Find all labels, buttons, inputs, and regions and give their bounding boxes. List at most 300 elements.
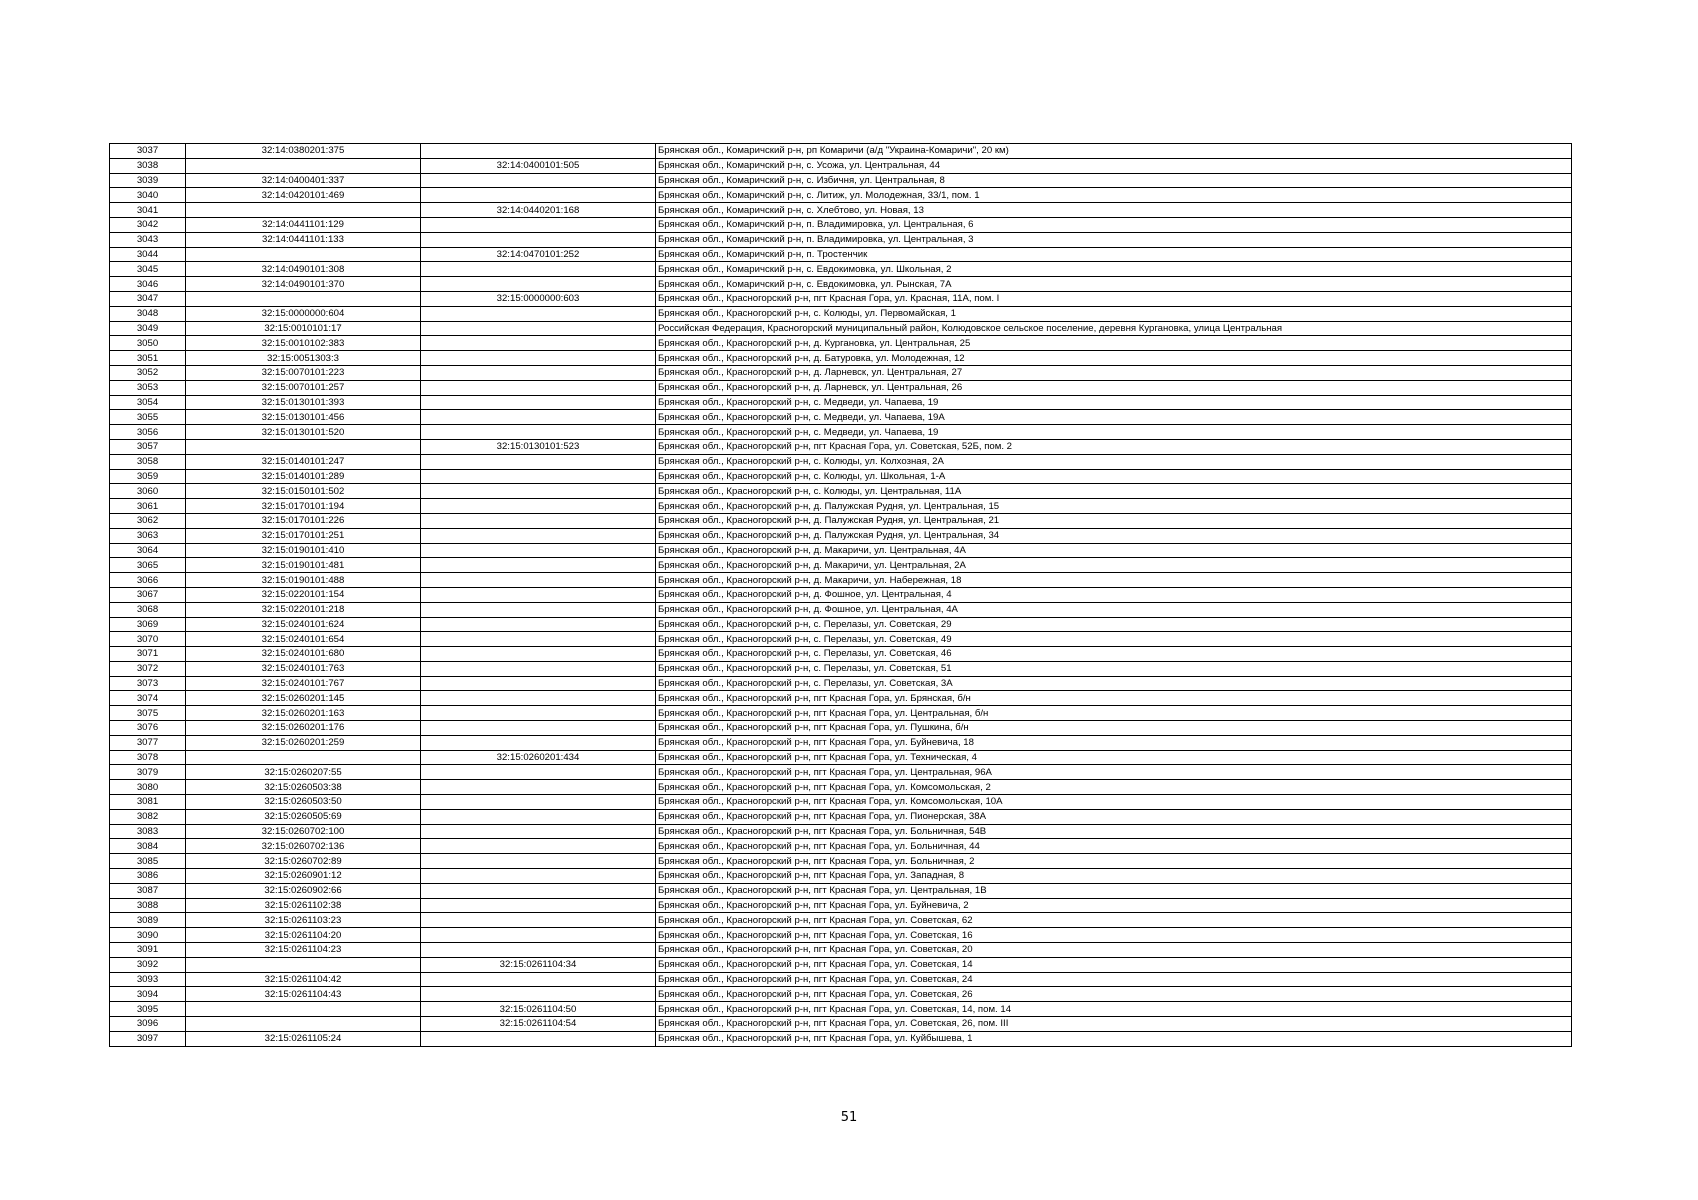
address-cell: Брянская обл., Красногорский р-н, пгт Красная Гора, ул. Советская, 14, пом. 14 [656,1002,1572,1017]
row-number-cell: 3074 [110,691,186,706]
address-cell: Брянская обл., Красногорский р-н, пгт Красная Гора, ул. Буйневича, 2 [656,898,1572,913]
table-row [110,321,1572,336]
building-cadastral-number-cell [421,809,656,824]
row-number-cell: 3080 [110,780,186,795]
address-cell: Брянская обл., Красногорский р-н, пгт Красная Гора, ул. Пионерская, 38А [656,809,1572,824]
table-row [110,528,1572,543]
address-cell: Брянская обл., Красногорский р-н, д. Палужская Рудня, ул. Центральная, 34 [656,528,1572,543]
table-row [110,661,1572,676]
land-cadastral-number-cell: 32:15:0260503:50 [186,795,421,810]
property-registry-table [109,143,1572,1047]
building-cadastral-number-cell [421,232,656,247]
land-cadastral-number-cell: 32:15:0130101:520 [186,425,421,440]
table-row [110,217,1572,232]
table-row [110,173,1572,188]
land-cadastral-number-cell: 32:15:0130101:393 [186,395,421,410]
building-cadastral-number-cell [421,780,656,795]
table-row [110,795,1572,810]
land-cadastral-number-cell: 32:15:0260207:55 [186,765,421,780]
address-cell: Брянская обл., Красногорский р-н, пгт Красная Гора, ул. Комсомольская, 10А [656,795,1572,810]
land-cadastral-number-cell: 32:14:0400401:337 [186,173,421,188]
land-cadastral-number-cell: 32:15:0240101:763 [186,661,421,676]
land-cadastral-number-cell [186,203,421,218]
table-row [110,602,1572,617]
row-number-cell: 3043 [110,232,186,247]
row-number-cell: 3073 [110,676,186,691]
address-cell: Брянская обл., Красногорский р-н, пгт Красная Гора, ул. Советская, 14 [656,957,1572,972]
land-cadastral-number-cell: 32:15:0190101:410 [186,543,421,558]
building-cadastral-number-cell [421,380,656,395]
land-cadastral-number-cell: 32:15:0261105:24 [186,1031,421,1046]
table-row [110,247,1572,262]
building-cadastral-number-cell [421,173,656,188]
land-cadastral-number-cell: 32:15:0261104:42 [186,972,421,987]
building-cadastral-number-cell [421,262,656,277]
address-cell: Брянская обл., Красногорский р-н, пгт Красная Гора, ул. Комсомольская, 2 [656,780,1572,795]
row-number-cell: 3047 [110,291,186,306]
row-number-cell: 3046 [110,277,186,292]
address-cell: Брянская обл., Комаричский р-н, с. Евдокимовка, ул. Школьная, 2 [656,262,1572,277]
building-cadastral-number-cell [421,499,656,514]
land-cadastral-number-cell: 32:15:0260201:259 [186,735,421,750]
address-cell: Брянская обл., Красногорский р-н, пгт Красная Гора, ул. Брянская, б/н [656,691,1572,706]
land-cadastral-number-cell: 32:15:0140101:247 [186,454,421,469]
row-number-cell: 3083 [110,824,186,839]
row-number-cell: 3092 [110,957,186,972]
building-cadastral-number-cell [421,706,656,721]
building-cadastral-number-cell [421,484,656,499]
table-row [110,1031,1572,1046]
building-cadastral-number-cell [421,217,656,232]
building-cadastral-number-cell [421,277,656,292]
row-number-cell: 3061 [110,499,186,514]
table-row [110,454,1572,469]
address-cell: Брянская обл., Красногорский р-н, пгт Красная Гора, ул. Западная, 8 [656,869,1572,884]
row-number-cell: 3071 [110,647,186,662]
building-cadastral-number-cell [421,144,656,159]
address-cell: Брянская обл., Красногорский р-н, с. Колюды, ул. Школьная, 1-А [656,469,1572,484]
table-row [110,469,1572,484]
row-number-cell: 3095 [110,1002,186,1017]
row-number-cell: 3050 [110,336,186,351]
land-cadastral-number-cell: 32:15:0240101:680 [186,647,421,662]
row-number-cell: 3039 [110,173,186,188]
table-row [110,765,1572,780]
building-cadastral-number-cell [421,928,656,943]
row-number-cell: 3065 [110,558,186,573]
address-cell: Брянская обл., Комаричский р-н, с. Избичня, ул. Центральная, 8 [656,173,1572,188]
land-cadastral-number-cell: 32:15:0170101:194 [186,499,421,514]
building-cadastral-number-cell [421,943,656,958]
row-number-cell: 3069 [110,617,186,632]
building-cadastral-number-cell: 32:14:0400101:505 [421,158,656,173]
land-cadastral-number-cell [186,750,421,765]
row-number-cell: 3062 [110,513,186,528]
table-row [110,647,1572,662]
table-row [110,425,1572,440]
table-row [110,513,1572,528]
registry-table-body [110,144,1572,1047]
land-cadastral-number-cell: 32:15:0260201:163 [186,706,421,721]
table-row [110,380,1572,395]
table-row [110,262,1572,277]
land-cadastral-number-cell: 32:15:0261104:23 [186,943,421,958]
address-cell: Брянская обл., Красногорский р-н, с. Перелазы, ул. Советская, 29 [656,617,1572,632]
building-cadastral-number-cell [421,365,656,380]
building-cadastral-number-cell [421,765,656,780]
row-number-cell: 3091 [110,943,186,958]
address-cell: Брянская обл., Красногорский р-н, д. Фошное, ул. Центральная, 4 [656,587,1572,602]
table-row [110,617,1572,632]
building-cadastral-number-cell [421,351,656,366]
table-row [110,158,1572,173]
building-cadastral-number-cell [421,543,656,558]
row-number-cell: 3072 [110,661,186,676]
building-cadastral-number-cell: 32:15:0260201:434 [421,750,656,765]
row-number-cell: 3082 [110,809,186,824]
land-cadastral-number-cell: 32:14:0441101:133 [186,232,421,247]
building-cadastral-number-cell [421,735,656,750]
building-cadastral-number-cell [421,602,656,617]
table-row [110,735,1572,750]
land-cadastral-number-cell: 32:14:0420101:469 [186,188,421,203]
table-row [110,484,1572,499]
row-number-cell: 3070 [110,632,186,647]
building-cadastral-number-cell [421,898,656,913]
building-cadastral-number-cell [421,869,656,884]
building-cadastral-number-cell [421,528,656,543]
row-number-cell: 3085 [110,854,186,869]
address-cell: Брянская обл., Красногорский р-н, пгт Красная Гора, ул. Центральная, 96А [656,765,1572,780]
building-cadastral-number-cell [421,795,656,810]
building-cadastral-number-cell [421,972,656,987]
land-cadastral-number-cell: 32:15:0240101:654 [186,632,421,647]
land-cadastral-number-cell: 32:15:0261104:43 [186,987,421,1002]
row-number-cell: 3093 [110,972,186,987]
land-cadastral-number-cell: 32:15:0261104:20 [186,928,421,943]
land-cadastral-number-cell: 32:15:0190101:481 [186,558,421,573]
table-row [110,1002,1572,1017]
address-cell: Брянская обл., Красногорский р-н, пгт Красная Гора, ул. Советская, 20 [656,943,1572,958]
table-row [110,587,1572,602]
address-cell: Брянская обл., Комаричский р-н, с. Литиж, ул. Молодежная, 33/1, пом. 1 [656,188,1572,203]
address-cell: Брянская обл., Красногорский р-н, с. Перелазы, ул. Советская, 3А [656,676,1572,691]
table-row [110,898,1572,913]
row-number-cell: 3086 [110,869,186,884]
row-number-cell: 3054 [110,395,186,410]
table-row [110,721,1572,736]
building-cadastral-number-cell: 32:15:0261104:34 [421,957,656,972]
building-cadastral-number-cell [421,1031,656,1046]
row-number-cell: 3081 [110,795,186,810]
table-row [110,632,1572,647]
land-cadastral-number-cell: 32:15:0260505:69 [186,809,421,824]
building-cadastral-number-cell: 32:14:0470101:252 [421,247,656,262]
land-cadastral-number-cell: 32:15:0260702:136 [186,839,421,854]
row-number-cell: 3064 [110,543,186,558]
row-number-cell: 3067 [110,587,186,602]
table-row [110,144,1572,159]
building-cadastral-number-cell [421,410,656,425]
table-row [110,351,1572,366]
land-cadastral-number-cell: 32:15:0260201:145 [186,691,421,706]
address-cell: Брянская обл., Красногорский р-н, пгт Красная Гора, ул. Советская, 26 [656,987,1572,1002]
row-number-cell: 3066 [110,573,186,588]
table-row [110,410,1572,425]
row-number-cell: 3041 [110,203,186,218]
building-cadastral-number-cell [421,573,656,588]
table-row [110,232,1572,247]
building-cadastral-number-cell [421,691,656,706]
address-cell: Брянская обл., Красногорский р-н, д. Палужская Рудня, ул. Центральная, 15 [656,499,1572,514]
land-cadastral-number-cell: 32:14:0490101:370 [186,277,421,292]
row-number-cell: 3078 [110,750,186,765]
land-cadastral-number-cell: 32:14:0441101:129 [186,217,421,232]
land-cadastral-number-cell: 32:15:0000000:604 [186,306,421,321]
building-cadastral-number-cell [421,883,656,898]
table-row [110,277,1572,292]
land-cadastral-number-cell [186,1002,421,1017]
table-row [110,706,1572,721]
land-cadastral-number-cell: 32:15:0170101:251 [186,528,421,543]
building-cadastral-number-cell [421,661,656,676]
land-cadastral-number-cell: 32:15:0240101:624 [186,617,421,632]
row-number-cell: 3051 [110,351,186,366]
address-cell: Брянская обл., Красногорский р-н, д. Макаричи, ул. Центральная, 4А [656,543,1572,558]
building-cadastral-number-cell [421,839,656,854]
table-row [110,854,1572,869]
row-number-cell: 3060 [110,484,186,499]
table-row [110,499,1572,514]
address-cell: Брянская обл., Красногорский р-н, д. Палужская Рудня, ул. Центральная, 21 [656,513,1572,528]
address-cell: Брянская обл., Красногорский р-н, с. Медведи, ул. Чапаева, 19 [656,425,1572,440]
row-number-cell: 3084 [110,839,186,854]
building-cadastral-number-cell: 32:15:0261104:50 [421,1002,656,1017]
table-row [110,869,1572,884]
address-cell: Брянская обл., Красногорский р-н, пгт Красная Гора, ул. Буйневича, 18 [656,735,1572,750]
row-number-cell: 3068 [110,602,186,617]
address-cell: Брянская обл., Красногорский р-н, д. Макаричи, ул. Центральная, 2А [656,558,1572,573]
address-cell: Брянская обл., Красногорский р-н, пгт Красная Гора, ул. Центральная, 1В [656,883,1572,898]
land-cadastral-number-cell [186,439,421,454]
table-row [110,691,1572,706]
land-cadastral-number-cell: 32:15:0260902:66 [186,883,421,898]
row-number-cell: 3090 [110,928,186,943]
land-cadastral-number-cell: 32:15:0130101:456 [186,410,421,425]
building-cadastral-number-cell [421,676,656,691]
address-cell: Брянская обл., Красногорский р-н, пгт Красная Гора, ул. Центральная, б/н [656,706,1572,721]
land-cadastral-number-cell: 32:15:0150101:502 [186,484,421,499]
land-cadastral-number-cell [186,158,421,173]
address-cell: Брянская обл., Комаричский р-н, п. Владимировка, ул. Центральная, 6 [656,217,1572,232]
building-cadastral-number-cell [421,306,656,321]
address-cell: Брянская обл., Комаричский р-н, с. Усожа, ул. Центральная, 44 [656,158,1572,173]
address-cell: Брянская обл., Красногорский р-н, пгт Красная Гора, ул. Куйбышева, 1 [656,1031,1572,1046]
table-row [110,439,1572,454]
table-row [110,676,1572,691]
address-cell: Брянская обл., Комаричский р-н, рп Комаричи (а/д "Украина-Комаричи", 20 км) [656,144,1572,159]
row-number-cell: 3057 [110,439,186,454]
address-cell: Брянская обл., Красногорский р-н, д. Ларневск, ул. Центральная, 27 [656,365,1572,380]
land-cadastral-number-cell [186,291,421,306]
table-row [110,780,1572,795]
building-cadastral-number-cell [421,321,656,336]
address-cell: Брянская обл., Красногорский р-н, д. Фошное, ул. Центральная, 4А [656,602,1572,617]
table-row [110,957,1572,972]
row-number-cell: 3097 [110,1031,186,1046]
table-row [110,824,1572,839]
land-cadastral-number-cell: 32:15:0260702:100 [186,824,421,839]
table-row [110,883,1572,898]
address-cell: Брянская обл., Красногорский р-н, с. Медведи, ул. Чапаева, 19А [656,410,1572,425]
address-cell: Брянская обл., Красногорский р-н, пгт Красная Гора, ул. Советская, 62 [656,913,1572,928]
address-cell: Брянская обл., Красногорский р-н, пгт Красная Гора, ул. Техническая, 4 [656,750,1572,765]
land-cadastral-number-cell: 32:15:0260503:38 [186,780,421,795]
row-number-cell: 3094 [110,987,186,1002]
building-cadastral-number-cell [421,454,656,469]
land-cadastral-number-cell [186,247,421,262]
building-cadastral-number-cell [421,854,656,869]
building-cadastral-number-cell [421,469,656,484]
table-row [110,306,1572,321]
address-cell: Брянская обл., Комаричский р-н, с. Хлебтово, ул. Новая, 13 [656,203,1572,218]
table-row [110,943,1572,958]
table-row [110,809,1572,824]
building-cadastral-number-cell [421,188,656,203]
land-cadastral-number-cell: 32:15:0261102:38 [186,898,421,913]
table-row [110,928,1572,943]
building-cadastral-number-cell [421,647,656,662]
address-cell: Брянская обл., Комаричский р-н, п. Тростенчик [656,247,1572,262]
address-cell: Брянская обл., Комаричский р-н, с. Евдокимовка, ул. Рынская, 7А [656,277,1572,292]
address-cell: Брянская обл., Красногорский р-н, с. Перелазы, ул. Советская, 49 [656,632,1572,647]
land-cadastral-number-cell: 32:15:0261103:23 [186,913,421,928]
address-cell: Брянская обл., Красногорский р-н, с. Перелазы, ул. Советская, 51 [656,661,1572,676]
row-number-cell: 3096 [110,1017,186,1032]
address-cell: Брянская обл., Красногорский р-н, пгт Красная Гора, ул. Больничная, 44 [656,839,1572,854]
row-number-cell: 3087 [110,883,186,898]
row-number-cell: 3040 [110,188,186,203]
land-cadastral-number-cell: 32:15:0070101:223 [186,365,421,380]
land-cadastral-number-cell: 32:15:0010101:17 [186,321,421,336]
row-number-cell: 3038 [110,158,186,173]
building-cadastral-number-cell [421,824,656,839]
building-cadastral-number-cell [421,558,656,573]
address-cell: Брянская обл., Красногорский р-н, пгт Красная Гора, ул. Пушкина, б/н [656,721,1572,736]
table-row [110,1017,1572,1032]
row-number-cell: 3063 [110,528,186,543]
row-number-cell: 3049 [110,321,186,336]
building-cadastral-number-cell [421,617,656,632]
land-cadastral-number-cell: 32:15:0051303:3 [186,351,421,366]
address-cell: Российская Федерация, Красногорский муниципальный район, Колюдовское сельское поселение, деревня Кургановка, улица Центральная [656,321,1572,336]
land-cadastral-number-cell: 32:15:0260702:89 [186,854,421,869]
row-number-cell: 3044 [110,247,186,262]
page-number: 51 [840,1110,858,1125]
land-cadastral-number-cell [186,1017,421,1032]
building-cadastral-number-cell [421,913,656,928]
building-cadastral-number-cell: 32:15:0000000:603 [421,291,656,306]
building-cadastral-number-cell: 32:15:0130101:523 [421,439,656,454]
row-number-cell: 3058 [110,454,186,469]
table-row [110,972,1572,987]
row-number-cell: 3089 [110,913,186,928]
address-cell: Брянская обл., Красногорский р-н, пгт Красная Гора, ул. Больничная, 2 [656,854,1572,869]
building-cadastral-number-cell [421,632,656,647]
building-cadastral-number-cell [421,425,656,440]
building-cadastral-number-cell [421,721,656,736]
table-row [110,291,1572,306]
table-row [110,203,1572,218]
land-cadastral-number-cell: 32:14:0490101:308 [186,262,421,277]
address-cell: Брянская обл., Комаричский р-н, п. Владимировка, ул. Центральная, 3 [656,232,1572,247]
table-row [110,395,1572,410]
land-cadastral-number-cell: 32:15:0070101:257 [186,380,421,395]
table-row [110,573,1572,588]
address-cell: Брянская обл., Красногорский р-н, пгт Красная Гора, ул. Советская, 16 [656,928,1572,943]
building-cadastral-number-cell [421,513,656,528]
land-cadastral-number-cell: 32:15:0010102:383 [186,336,421,351]
land-cadastral-number-cell: 32:15:0220101:218 [186,602,421,617]
row-number-cell: 3079 [110,765,186,780]
row-number-cell: 3088 [110,898,186,913]
building-cadastral-number-cell [421,987,656,1002]
row-number-cell: 3053 [110,380,186,395]
land-cadastral-number-cell: 32:15:0260901:12 [186,869,421,884]
land-cadastral-number-cell: 32:15:0140101:289 [186,469,421,484]
table-row [110,750,1572,765]
building-cadastral-number-cell [421,336,656,351]
table-row [110,839,1572,854]
address-cell: Брянская обл., Красногорский р-н, с. Колюды, ул. Колхозная, 2А [656,454,1572,469]
table-row [110,336,1572,351]
row-number-cell: 3056 [110,425,186,440]
address-cell: Брянская обл., Красногорский р-н, д. Макаричи, ул. Набережная, 18 [656,573,1572,588]
table-row [110,365,1572,380]
address-cell: Брянская обл., Красногорский р-н, с. Перелазы, ул. Советская, 46 [656,647,1572,662]
address-cell: Брянская обл., Красногорский р-н, пгт Красная Гора, ул. Советская, 24 [656,972,1572,987]
row-number-cell: 3055 [110,410,186,425]
building-cadastral-number-cell [421,395,656,410]
land-cadastral-number-cell [186,957,421,972]
address-cell: Брянская обл., Красногорский р-н, д. Батуровка, ул. Молодежная, 12 [656,351,1572,366]
table-row [110,543,1572,558]
row-number-cell: 3045 [110,262,186,277]
address-cell: Брянская обл., Красногорский р-н, пгт Красная Гора, ул. Красная, 11А, пом. I [656,291,1572,306]
row-number-cell: 3048 [110,306,186,321]
address-cell: Брянская обл., Красногорский р-н, пгт Красная Гора, ул. Советская, 52Б, пом. 2 [656,439,1572,454]
land-cadastral-number-cell: 32:15:0190101:488 [186,573,421,588]
address-cell: Брянская обл., Красногорский р-н, пгт Красная Гора, ул. Советская, 26, пом. III [656,1017,1572,1032]
address-cell: Брянская обл., Красногорский р-н, д. Ларневск, ул. Центральная, 26 [656,380,1572,395]
building-cadastral-number-cell [421,587,656,602]
building-cadastral-number-cell: 32:15:0261104:54 [421,1017,656,1032]
address-cell: Брянская обл., Красногорский р-н, д. Кургановка, ул. Центральная, 25 [656,336,1572,351]
row-number-cell: 3059 [110,469,186,484]
row-number-cell: 3076 [110,721,186,736]
address-cell: Брянская обл., Красногорский р-н, с. Колюды, ул. Центральная, 11А [656,484,1572,499]
table-row [110,987,1572,1002]
building-cadastral-number-cell: 32:14:0440201:168 [421,203,656,218]
row-number-cell: 3075 [110,706,186,721]
address-cell: Брянская обл., Красногорский р-н, с. Медведи, ул. Чапаева, 19 [656,395,1572,410]
land-cadastral-number-cell: 32:15:0220101:154 [186,587,421,602]
land-cadastral-number-cell: 32:14:0380201:375 [186,144,421,159]
address-cell: Брянская обл., Красногорский р-н, пгт Красная Гора, ул. Больничная, 54В [656,824,1572,839]
table-row [110,558,1572,573]
row-number-cell: 3042 [110,217,186,232]
land-cadastral-number-cell: 32:15:0260201:176 [186,721,421,736]
